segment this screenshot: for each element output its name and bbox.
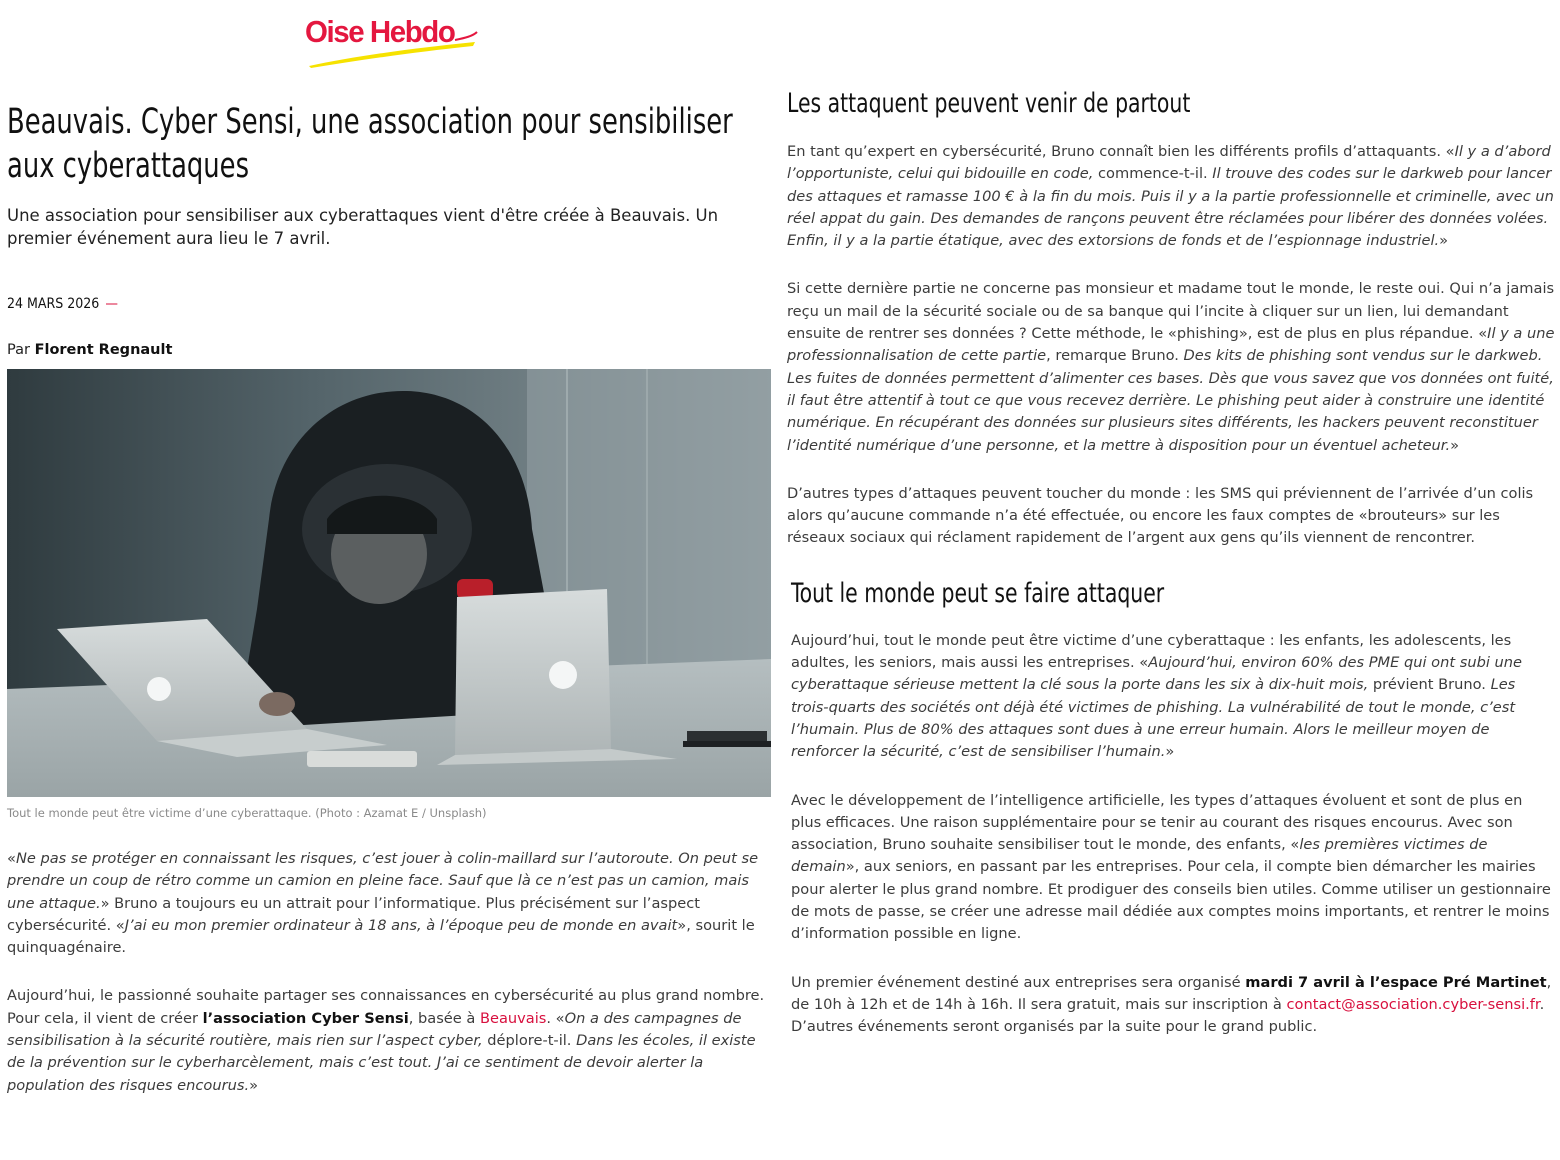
brand-logo[interactable] (305, 12, 480, 72)
left-column (7, 100, 773, 1123)
bold-text: l’association Cyber Sensi (202, 1009, 409, 1027)
section-heading: Les attaquent peuvent venir de partout (787, 88, 1191, 119)
article-headline: Beauvais. Cyber Sensi, une association pour sensibiliser aux cyberattaques (7, 102, 733, 186)
inline-link[interactable]: Beauvais (479, 1009, 547, 1027)
section-body (791, 630, 1557, 1039)
article-dateline (7, 296, 773, 312)
quote-text: Il y a une professionnalisation de cette partie (787, 325, 1555, 365)
article-date: 24 MARS 2026 (7, 296, 100, 312)
body-text: Avec le développement de l’intelligence artificielle, les types d’attaques évoluent et sont de plus en plus efficaces. Une raison supplémentaire pour se tenir au courant des risques encourus. Avec son association, Bruno souhaite sensibiliser tout le monde, des enfants, « (791, 791, 1523, 854)
body-text: » (1450, 436, 1460, 454)
body-text: , remarque Bruno. (1046, 347, 1184, 365)
inline-link[interactable]: contact@association.cyber-sensi.fr (1286, 995, 1540, 1013)
article-byline (7, 342, 773, 358)
body-text: En tant qu’expert en cybersécurité, Bruno connaît bien les différents profils d’attaquants. « (787, 143, 1455, 160)
left-body (7, 848, 773, 1097)
paragraph (7, 985, 773, 1096)
section-body (787, 141, 1557, 550)
byline-prefix: Par (7, 342, 30, 358)
body-text: » (249, 1076, 259, 1094)
body-text: D’autres types d’attaques peuvent toucher du monde : les SMS qui préviennent de l’arrivée d’un colis alors qu’aucune commande n’a été effectuée, ou encore les faux comptes de «brouteurs» sur les réseaux sociaux qui réclament rapidement de l’argent aux gens qu’ils viennent de rencontrer. (787, 484, 1534, 547)
body-text: commence-t-il. (1093, 165, 1213, 183)
logo-wordmark: Oise Hebdo (305, 14, 455, 49)
body-text: « (7, 850, 16, 867)
paragraph (791, 790, 1557, 946)
quote-text: Les trois-quarts des sociétés ont déjà été victimes de phishing. La vulnérabilité de tout le monde, c’est l’humain. Plus de 80% des attaques sont dues à une erreur humain. Alors le meilleur moyen de renforcer la sécurité, c’est de sensibiliser l’humain. (791, 676, 1516, 761)
body-text: » Bruno a toujours eu un attrait pour l’informatique. Plus précisément sur l’aspect cybersécurité. « (7, 894, 700, 934)
quote-text: les premières victimes de demain (791, 836, 1488, 876)
section-block (791, 576, 1557, 1039)
paragraph (787, 278, 1557, 456)
quote-text: On a des campagnes de sensibilisation à la sécurité routière, mais rien sur l’aspect cyber, (7, 1009, 742, 1050)
quote-text: Aujourd’hui, environ 60% des PME qui ont subi une cyberattaque sérieuse mettent la clé sous la porte dans les six à dix-huit mois, (791, 654, 1522, 694)
quote-text: Dans les écoles, il existe de la prévention sur le cyberharcèlement, mais c’est tout. J’ai ce sentiment de devoir alerter la population des risques encourus. (7, 1032, 756, 1094)
body-text: Aujourd’hui, le passionné souhaite partager ses connaissances en cybersécurité au plus grand nombre. Pour cela, il vient de créer (7, 987, 765, 1027)
paragraph (7, 848, 773, 959)
body-text: Un premier événement destiné aux entreprises sera organisé (791, 973, 1246, 991)
body-text: . « (546, 1009, 565, 1027)
right-column (787, 86, 1557, 1065)
body-text: » (1439, 232, 1449, 250)
body-text: », sourit le quinquagénaire. (7, 916, 755, 957)
body-text: , basée à (408, 1009, 480, 1027)
article-photo[interactable] (7, 369, 771, 797)
body-text: prévient Bruno. (1368, 676, 1491, 694)
paragraph (791, 630, 1557, 764)
body-text: . D’autres événements seront organisés par la suite pour le grand public. (791, 995, 1545, 1036)
bold-text: mardi 7 avril à l’espace Pré Martinet (1245, 973, 1547, 991)
quote-text: Il trouve des codes sur le darkweb pour lancer des attaques et ramasse 100 € à la fin du mois. Puis il y a la partie professionnelle et criminelle, avec un réel appat du gain. Des demandes de rançons peuvent être réclamées pour libérer des données volées. Enfin, il y a la partie étatique, avec des extorsions de fonds et de l’espionnage industriel. (787, 165, 1554, 250)
article-standfirst: Une association pour sensibiliser aux cyberattaques vient d'être créée à Beauvais. Un premier événement aura lieu le 7 avril. (7, 206, 719, 248)
body-text: » (1165, 743, 1175, 761)
quote-text: Il y a d’abord l’opportuniste, celui qui bidouille en code, (787, 143, 1551, 183)
paragraph (791, 972, 1557, 1039)
body-text: », aux seniors, en passant par les entreprises. Pour cela, il compte bien démarcher les mairies pour alerter le plus grand nombre. Et prodiguer des conseils bien utiles. Comme utiliser un gestionnaire de mots de passe, se créer une adresse mail dédiée aux comptes moins importants, et rentrer le moins d’information possible en ligne. (791, 858, 1551, 943)
body-text: , de 10h à 12h et de 14h à 16h. Il sera gratuit, mais sur inscription à (791, 973, 1552, 1013)
paragraph (787, 483, 1557, 550)
body-text: déplore-t-il. (482, 1032, 577, 1050)
quote-text: J’ai eu mon premier ordinateur à 18 ans, à l’époque peu de monde en avait (124, 916, 678, 934)
quote-text: Ne pas se protéger en connaissant les risques, c’est jouer à colin-maillard sur l’autoroute. On peut se prendre un coup de rétro comme un camion en pleine face. Sauf que là ce n’est pas un camion, mais une attaque. (7, 850, 759, 912)
body-text: Aujourd’hui, tout le monde peut être victime d’une cyberattaque : les enfants, les adolescents, les adultes, les seniors, mais aussi les entreprises. « (791, 631, 1512, 672)
body-text: Si cette dernière partie ne concerne pas monsieur et madame tout le monde, le reste oui. Qui n’a jamais reçu un mail de la sécurité sociale ou de sa banque qui l’incite à cliquer sur un lien, lui demandant ensuite de rentrer ses données ? Cette méthode, le «phishing», est de plus en plus répandue. « (787, 280, 1555, 343)
author-name[interactable]: Florent Regnault (34, 342, 173, 358)
photo-caption: Tout le monde peut être victime d’une cyberattaque. (Photo : Azamat E / Unsplash) (7, 806, 487, 820)
date-separator: — (105, 296, 118, 312)
section-heading: Tout le monde peut se faire attaquer (791, 577, 1165, 609)
paragraph (787, 141, 1557, 252)
quote-text: Des kits de phishing sont vendus sur le darkweb. Les fuites de données permettent d’alimenter ces bases. Dès que vous savez que vos données ont fuité, il faut être attentif à tout ce que vous recevez derrière. Le phishing peut aider à construire une identité numérique. En récupérant des données sur plusieurs sites différents, les hackers peuvent reconstituer l’identité numérique d’une personne, et la mettre à disposition pour un éventuel acheteur. (787, 347, 1554, 454)
